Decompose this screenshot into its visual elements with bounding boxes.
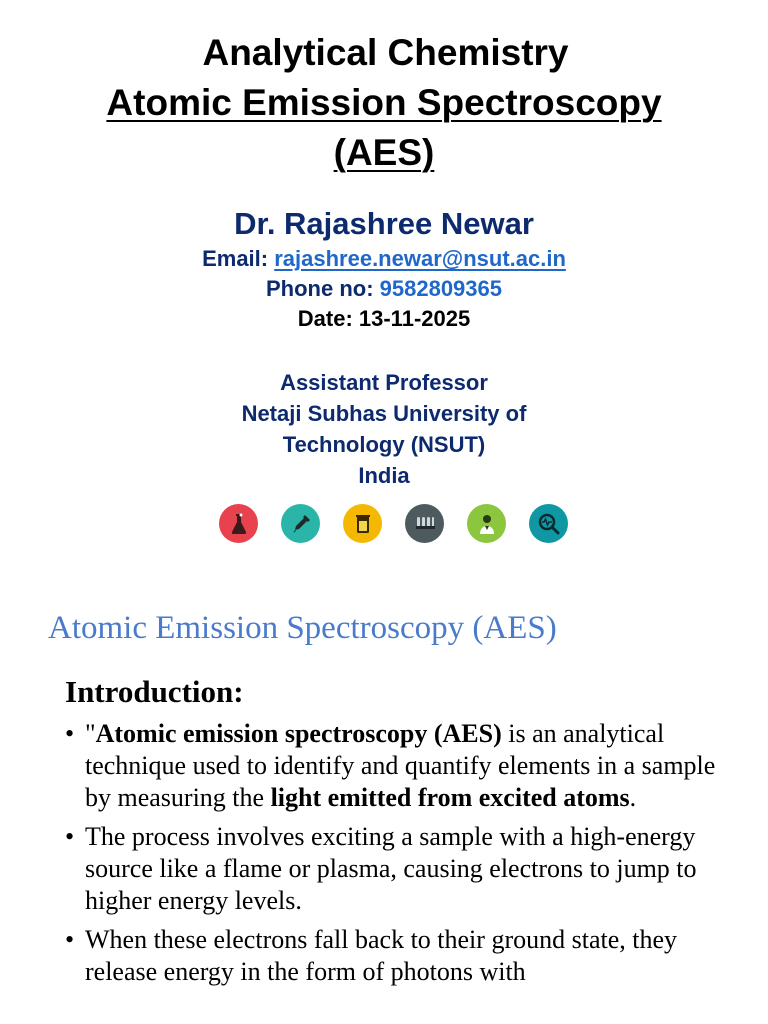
lecture-title-line2: (AES): [333, 132, 435, 173]
bullet-dot: •: [65, 822, 75, 851]
phone-label: Phone no:: [265, 276, 380, 301]
country: India: [358, 463, 410, 488]
magnifier-icon: [529, 504, 568, 543]
university-line1: Netaji Subhas University of: [241, 401, 527, 426]
lecture-title-abbrev: [0, 128, 768, 178]
date-line: Date: 13-11-2025: [297, 306, 471, 331]
bullet-item-2: [65, 821, 725, 917]
title-block: [0, 28, 768, 178]
phone-line: [0, 274, 768, 304]
bullet3-text: When these electrons fall back to their ground state, they release energy in the form of photons with: [85, 925, 678, 986]
flask-icon: [219, 504, 258, 543]
author-name: Dr. Rajashree Newar: [234, 206, 534, 241]
bullet-item-3: [65, 924, 725, 988]
affiliation-block: [0, 367, 768, 491]
bullet-item-1: [65, 718, 725, 814]
email-line: [0, 244, 768, 274]
bullet2-text: The process involves exciting a sample with a high-energy source like a flame or plasma, causing electrons to jump to higher energy levels.: [85, 822, 697, 915]
email-label: Email:: [202, 246, 275, 271]
phone-number: 9582809365: [379, 276, 502, 301]
bullet-dot: •: [65, 719, 75, 748]
section-heading: Atomic Emission Spectroscopy (AES): [48, 610, 557, 646]
bullet1-text2: .: [629, 783, 637, 812]
test-tubes-icon: [405, 504, 444, 543]
beaker-icon: [343, 504, 382, 543]
scientist-icon: [467, 504, 506, 543]
university-line2: Technology (NSUT): [282, 432, 486, 457]
icon-row: [219, 504, 568, 543]
author-block: [0, 204, 768, 334]
bullet1-quote: ": [85, 719, 96, 748]
role: Assistant Professor: [280, 370, 488, 395]
bullet-dot: •: [65, 925, 75, 954]
bullet1-emphasis: light emitted from excited atoms: [270, 783, 630, 812]
intro-heading: Introduction:: [65, 674, 244, 709]
course-title: Analytical Chemistry: [202, 32, 569, 73]
bullet1-text1: is an analytical technique used to identify and quantify elements in a sample by measuring the: [85, 719, 716, 812]
bullet-list: [65, 718, 725, 995]
dropper-icon: [281, 504, 320, 543]
email-link[interactable]: rajashree.newar@nsut.ac.in: [274, 246, 566, 271]
bullet1-term: Atomic emission spectroscopy (AES): [95, 719, 502, 748]
lecture-title: [0, 78, 768, 128]
lecture-title-line1: Atomic Emission Spectroscopy: [106, 82, 662, 123]
